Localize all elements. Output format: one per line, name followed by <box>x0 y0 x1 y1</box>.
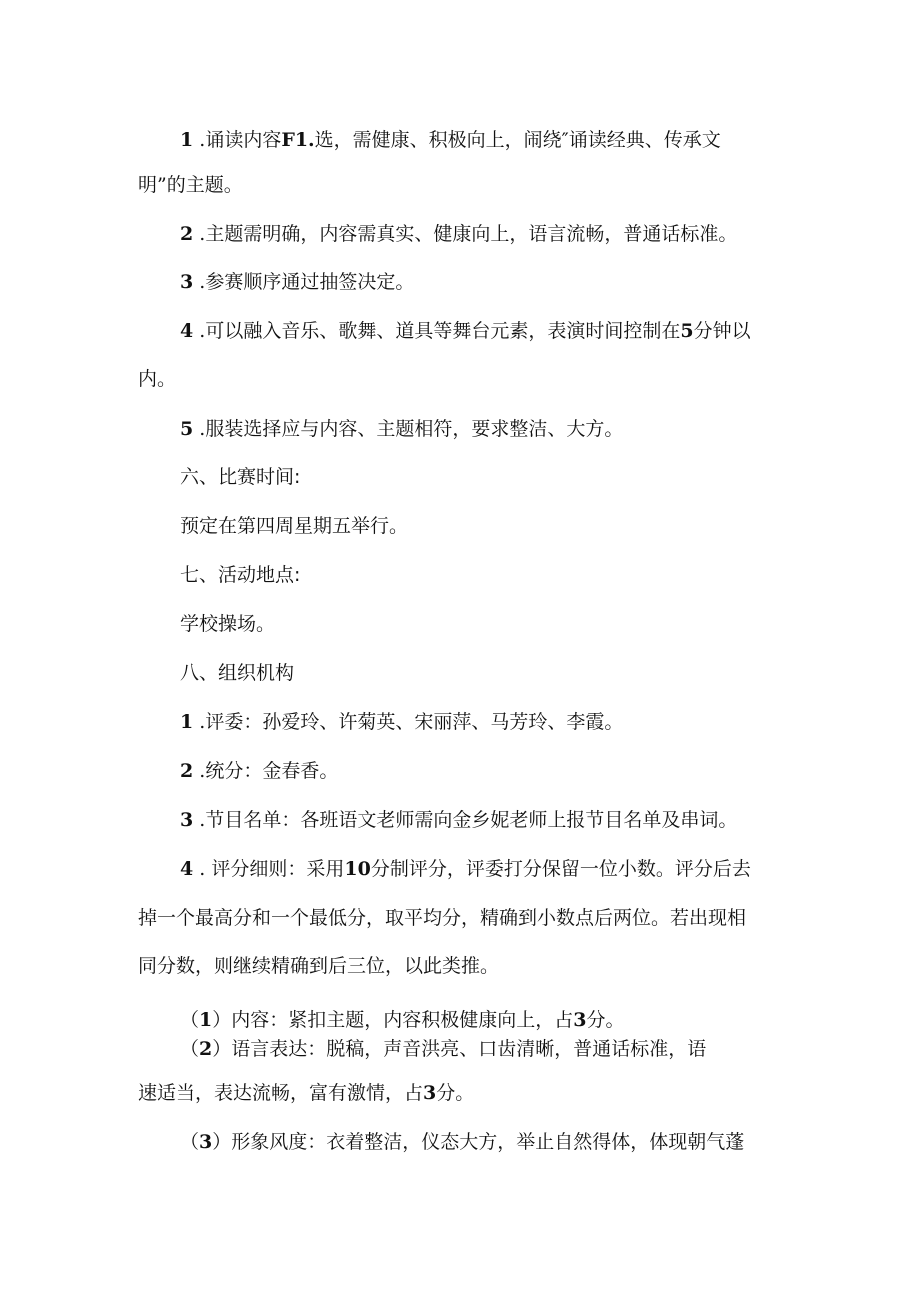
criterion-content: （1）内容：紧扣主题，内容积极健康向上，占3分。 <box>180 1009 625 1031</box>
section-heading-time: 六、比赛时间: <box>180 466 301 488</box>
org-item-judges: 1 .评委：孙爱玲、许菊英、宋丽萍、马芳玲、李霞。 <box>180 711 624 733</box>
rule-item-4-line-2: 内。 <box>138 368 177 390</box>
rule-item-2: 2 .主题需明确，内容需真实、健康向上，语言流畅，普通话标准。 <box>180 223 738 245</box>
rule-item-1-line-1: 1 .诵读内容F1.选，需健康、积极向上，闹绕″诵读经典、传承文 <box>180 129 721 151</box>
criterion-language-line-1: （2）语言表达：脱稿，声音洪亮、口齿清晰，普通话标准，语 <box>180 1038 707 1060</box>
criterion-language-line-2: 速适当，表达流畅，富有激情，占3分。 <box>138 1082 475 1104</box>
section-location-body: 学校操场。 <box>180 613 276 635</box>
org-item-scoring: 2 .统分：金春香。 <box>180 760 339 782</box>
org-item-rules-line-2: 掉一个最高分和一个最低分，取平均分，精确到小数点后两位。若出现相 <box>138 907 747 929</box>
org-item-program-list: 3 .节目名单：各班语文老师需向金乡妮老师上报节目名单及串词。 <box>180 809 738 831</box>
org-item-rules-line-1: 4 . 评分细则：采用10分制评分，评委打分保留一位小数。评分后去 <box>180 858 751 880</box>
org-item-rules-line-3: 同分数，则继续精确到后三位，以此类推。 <box>138 955 500 977</box>
section-time-body: 预定在第四周星期五举行。 <box>180 515 409 537</box>
rule-item-5: 5 .服装选择应与内容、主题相符，要求整洁、大方。 <box>180 418 624 440</box>
rule-item-4-line-1: 4 .可以融入音乐、歌舞、道具等舞台元素，表演时间控制在5分钟以 <box>180 320 751 342</box>
section-heading-location: 七、活动地点: <box>180 564 301 586</box>
rule-item-1-line-2: 明”的主题。 <box>138 174 243 196</box>
criterion-appearance-line-1: （3）形象风度：衣着整洁，仪态大方，举止自然得体，体现朝气蓬 <box>180 1131 745 1153</box>
section-heading-organization: 八、组织机构 <box>180 662 295 684</box>
rule-item-3: 3 .参赛顺序通过抽签决定。 <box>180 271 415 293</box>
